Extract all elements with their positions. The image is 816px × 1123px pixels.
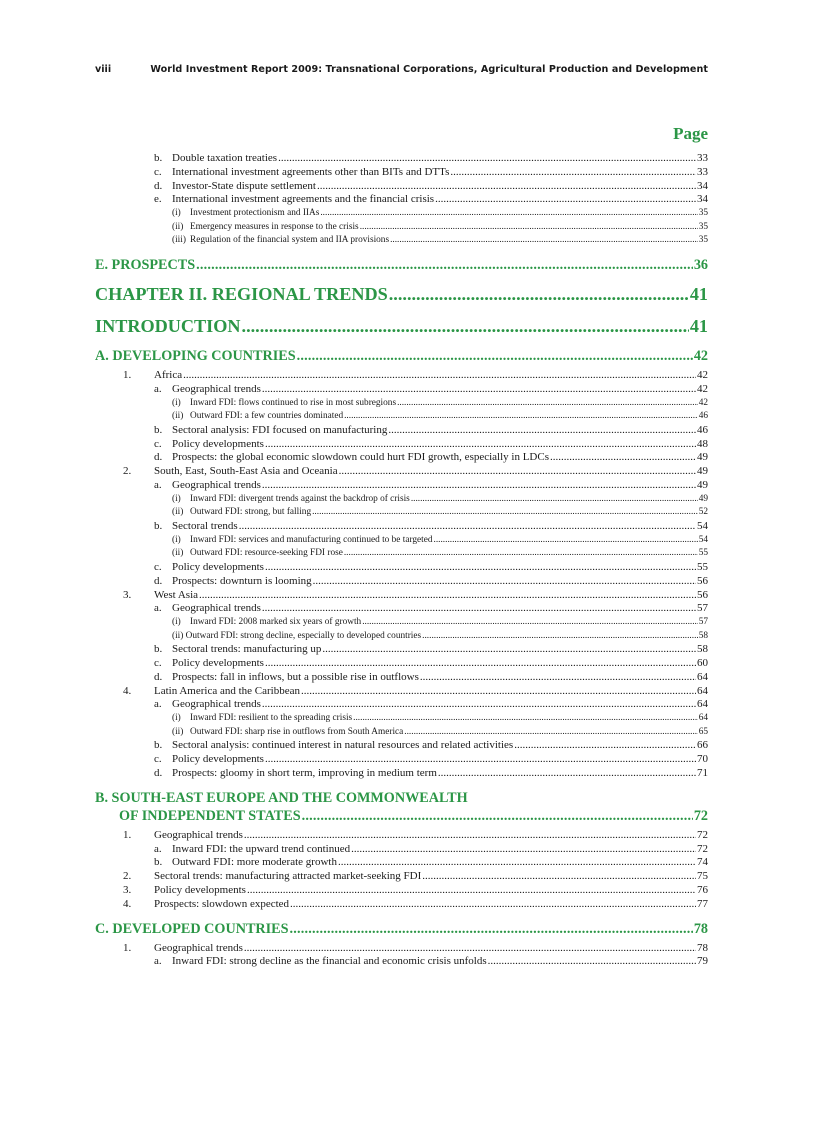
toc-page-number: 72	[693, 807, 708, 824]
toc-entry-label: Prospects: downturn is looming	[172, 574, 312, 587]
leader-dots	[338, 856, 696, 870]
toc-entry-label: Prospects: the global economic slowdown could hurt FDI growth, especially in LDCs	[172, 451, 549, 464]
toc-subsubentry	[95, 234, 708, 248]
toc-section-heading	[95, 256, 708, 274]
toc-subentry	[95, 602, 708, 616]
toc-entry-number: b.	[154, 856, 163, 869]
toc-entry-label: Geographical trends	[172, 698, 261, 711]
toc-entry-label: Outward FDI: strong, but falling	[190, 507, 312, 518]
toc-entry-number: a.	[154, 842, 162, 855]
toc-entry-label: Double taxation treaties	[172, 152, 278, 164]
toc-page-number: 54	[697, 519, 708, 532]
toc-page-number: 70	[697, 753, 708, 766]
toc-subentry	[95, 152, 708, 166]
toc-entry-label: Inward FDI: resilient to the spreading crisis	[190, 713, 353, 724]
toc-subsubentry	[95, 534, 708, 548]
toc-entry-number: 3.	[123, 588, 132, 601]
toc-page-number: 57	[698, 617, 708, 628]
toc-entry-label: South, East, South-East Asia and Oceania	[154, 465, 338, 478]
toc-page-number: 46	[697, 423, 708, 436]
toc-entry-label: Policy developments	[172, 437, 264, 450]
toc-entry-number: d.	[154, 574, 163, 587]
toc-subentry	[95, 180, 708, 194]
leader-dots	[262, 383, 696, 397]
toc-entry-label: Prospects: fall in inflows, but a possible rise in outflows	[172, 670, 419, 683]
toc-entry-number: (ii)	[172, 726, 184, 737]
toc-page-number: 56	[697, 574, 708, 587]
toc-entry-number: b.	[154, 152, 163, 164]
toc-entry-number: a.	[154, 382, 162, 395]
toc-subentry	[95, 383, 708, 397]
toc-page-number: 58	[698, 630, 708, 641]
toc-subsubentry	[95, 410, 708, 424]
toc-entry-label: West Asia	[154, 588, 199, 601]
leader-dots	[199, 589, 696, 603]
toc-entry-number: a.	[154, 955, 162, 968]
toc-entry-label: Regulation of the financial system and IIA provisions	[190, 235, 390, 246]
leader-dots	[404, 726, 697, 740]
toc-subentry	[95, 589, 708, 603]
toc-entry-label: Latin America and the Caribbean	[154, 684, 300, 697]
toc-entry-label: Investment protectionism and IIAs	[190, 208, 320, 219]
toc-entry-label: International investment agreements other than BITs and DTTs	[172, 165, 450, 178]
toc-entry-number: (ii)	[172, 507, 184, 518]
toc-page-number: 78	[693, 920, 708, 937]
toc-page-number: 58	[697, 643, 708, 656]
toc-entry-number: e.	[154, 193, 162, 206]
toc-subsubentry	[95, 712, 708, 726]
toc-subentry	[95, 698, 708, 712]
toc-entry-number: (i)	[172, 208, 181, 219]
leader-dots	[550, 451, 696, 465]
leader-dots	[360, 221, 698, 235]
toc-subentry	[95, 424, 708, 438]
toc-page-number: 78	[697, 941, 708, 954]
leader-dots	[422, 870, 696, 884]
toc-subentry	[95, 753, 708, 767]
toc-entry-number: a.	[154, 698, 162, 711]
toc-entry-label: CHAPTER II. REGIONAL TRENDS	[95, 283, 388, 304]
toc-subsubentry	[95, 547, 708, 561]
toc-entry-label: International investment agreements and the financial crisis	[172, 193, 435, 206]
toc-entry-number: c.	[154, 437, 162, 450]
leader-dots	[290, 898, 696, 912]
toc-page-number: 41	[689, 315, 708, 336]
toc-subentry	[95, 465, 708, 479]
leader-dots	[389, 283, 689, 305]
toc-entry-number: 3.	[123, 884, 132, 897]
toc-subentry	[95, 657, 708, 671]
toc-entry-number: (i)	[172, 617, 181, 628]
toc-page-number: 49	[698, 493, 708, 504]
toc-subsubentry	[95, 207, 708, 221]
toc-page-number: 42	[697, 368, 708, 381]
toc-entry-number: c.	[154, 560, 162, 573]
toc-entry-number: (iii)	[172, 235, 186, 246]
toc-entry-number: b.	[154, 739, 163, 752]
toc-entry-number: (i)	[172, 397, 181, 408]
leader-dots	[322, 643, 696, 657]
toc-page-number: 55	[698, 548, 708, 559]
toc-page-number: 77	[697, 897, 708, 910]
toc-spacer	[95, 248, 708, 256]
table-of-contents	[95, 152, 708, 969]
leader-dots	[344, 410, 698, 424]
toc-entry-label: A. DEVELOPING COUNTRIES	[95, 347, 296, 364]
toc-subentry	[95, 369, 708, 383]
leader-dots	[265, 438, 696, 452]
toc-section-heading	[95, 789, 708, 825]
toc-page-number: 64	[697, 684, 708, 697]
toc-page-number: 34	[697, 193, 708, 206]
leader-dots	[388, 424, 696, 438]
toc-entry-number: a.	[154, 602, 162, 615]
toc-subentry	[95, 942, 708, 956]
leader-dots	[265, 657, 696, 671]
toc-chapter-heading	[95, 315, 708, 337]
leader-dots	[434, 534, 698, 548]
toc-page-number: 74	[697, 856, 708, 869]
leader-dots	[301, 685, 696, 699]
toc-subentry	[95, 955, 708, 969]
leader-dots	[320, 207, 697, 221]
leader-dots	[450, 166, 696, 180]
toc-entry-number: b.	[154, 423, 163, 436]
toc-entry-label: (ii) Outward FDI: strong decline, especially to developed countries	[172, 630, 422, 641]
leader-dots	[262, 479, 696, 493]
leader-dots	[390, 234, 698, 248]
toc-spacer	[95, 274, 708, 283]
leader-dots	[302, 807, 693, 825]
toc-subentry	[95, 438, 708, 452]
toc-page-number: 49	[697, 478, 708, 491]
toc-entry-label: Policy developments	[172, 753, 264, 766]
leader-dots	[278, 152, 696, 166]
leader-dots	[435, 193, 696, 207]
running-header	[95, 64, 708, 80]
toc-spacer	[95, 912, 708, 920]
toc-page-number: 33	[697, 152, 708, 164]
toc-page-number: 41	[689, 283, 708, 304]
toc-entry-number: c.	[154, 657, 162, 670]
toc-entry-label: Sectoral analysis: FDI focused on manufacturing	[172, 423, 388, 436]
leader-dots	[290, 920, 693, 938]
leader-dots	[242, 315, 689, 337]
toc-page-number: 33	[697, 165, 708, 178]
toc-page-number: 54	[698, 534, 708, 545]
toc-page-number: 46	[698, 411, 708, 422]
toc-entry-label: Geographical trends	[154, 828, 243, 841]
leader-dots	[397, 397, 698, 411]
toc-subentry	[95, 520, 708, 534]
header-page-number: viii	[95, 64, 112, 75]
toc-page-number: 79	[697, 955, 708, 968]
toc-entry-number: c.	[154, 753, 162, 766]
toc-entry-number: a.	[154, 478, 162, 491]
leader-dots	[362, 616, 698, 630]
toc-entry-label: Geographical trends	[172, 602, 261, 615]
leader-dots	[420, 671, 696, 685]
toc-entry-label: INTRODUCTION	[95, 315, 241, 336]
toc-page-number: 34	[697, 179, 708, 192]
leader-dots	[422, 630, 698, 644]
toc-page-number: 35	[698, 208, 708, 219]
toc-page-number: 35	[698, 235, 708, 246]
toc-entry-number: d.	[154, 451, 163, 464]
toc-page-number: 55	[697, 560, 708, 573]
toc-subentry	[95, 739, 708, 753]
toc-entry-number: 1.	[123, 368, 132, 381]
toc-page-number: 72	[697, 828, 708, 841]
leader-dots	[247, 884, 696, 898]
toc-chapter-heading	[95, 283, 708, 305]
toc-section-heading	[95, 920, 708, 938]
toc-entry-number: (i)	[172, 713, 181, 724]
toc-page-number: 65	[698, 726, 708, 737]
toc-entry-label: Investor-State dispute settlement	[172, 179, 316, 192]
toc-entry-number: b.	[154, 643, 163, 656]
toc-entry-number: 2.	[123, 465, 132, 478]
toc-spacer	[95, 337, 708, 347]
toc-page-number: 60	[697, 657, 708, 670]
toc-page-number: 48	[697, 437, 708, 450]
toc-page-number: 42	[693, 347, 708, 364]
leader-dots	[411, 493, 698, 507]
toc-section-entry	[95, 807, 708, 825]
toc-entry-label: C. DEVELOPED COUNTRIES	[95, 920, 289, 937]
toc-subentry	[95, 898, 708, 912]
leader-dots	[265, 561, 696, 575]
toc-subentry	[95, 685, 708, 699]
toc-entry-label: Policy developments	[172, 560, 264, 573]
leader-dots	[239, 520, 696, 534]
toc-page-number: 42	[698, 397, 708, 408]
toc-entry-number: 2.	[123, 870, 132, 883]
toc-entry-label: Sectoral trends	[172, 519, 238, 532]
leader-dots	[244, 942, 696, 956]
leader-dots	[317, 180, 696, 194]
header-title: World Investment Report 2009: Transnational Corporations, Agricultural Production and Development	[150, 64, 708, 75]
toc-subsubentry	[95, 397, 708, 411]
toc-entry-label: Outward FDI: more moderate growth	[172, 856, 337, 869]
toc-entry-number: (ii)	[172, 221, 184, 232]
toc-entry-number: 1.	[123, 941, 132, 954]
toc-subentry	[95, 479, 708, 493]
toc-spacer	[95, 781, 708, 789]
toc-page-number: 49	[697, 465, 708, 478]
toc-page-number: 35	[698, 221, 708, 232]
toc-subsubentry	[95, 630, 708, 644]
toc-subentry	[95, 843, 708, 857]
leader-dots	[344, 547, 698, 561]
toc-subentry	[95, 870, 708, 884]
toc-entry-label: Inward FDI: 2008 marked six years of growth	[190, 617, 362, 628]
toc-entry-number: 4.	[123, 897, 132, 910]
leader-dots	[438, 767, 696, 781]
leader-dots	[196, 256, 693, 274]
toc-page-number: 75	[697, 870, 708, 883]
leader-dots	[351, 843, 696, 857]
toc-spacer	[95, 305, 708, 315]
toc-entry-number: b.	[154, 519, 163, 532]
toc-page-number: 76	[697, 884, 708, 897]
toc-subentry	[95, 561, 708, 575]
toc-entry-label: Outward FDI: a few countries dominated	[190, 411, 344, 422]
toc-entry-number: d.	[154, 767, 163, 780]
toc-entry-label: Inward FDI: divergent trends against the backdrop of crisis	[190, 493, 410, 504]
toc-page-number: 64	[697, 670, 708, 683]
toc-entry-label: Prospects: slowdown expected	[154, 897, 290, 910]
toc-entry-label: Sectoral trends: manufacturing attracted market-seeking FDI	[154, 870, 422, 883]
toc-entry-label: Geographical trends	[172, 382, 261, 395]
toc-page-number: 56	[697, 588, 708, 601]
leader-dots	[297, 347, 693, 365]
toc-entry-label: Geographical trends	[172, 478, 261, 491]
toc-page-number: 57	[697, 602, 708, 615]
leader-dots	[339, 465, 696, 479]
toc-entry-number: d.	[154, 670, 163, 683]
toc-subentry	[95, 884, 708, 898]
toc-page-number: 36	[693, 256, 708, 273]
toc-entry-label: Sectoral trends: manufacturing up	[172, 643, 322, 656]
leader-dots	[312, 506, 698, 520]
toc-subentry	[95, 671, 708, 685]
toc-entry-number: d.	[154, 179, 163, 192]
leader-dots	[262, 698, 696, 712]
toc-page-number: 72	[697, 842, 708, 855]
toc-entry-label: E. PROSPECTS	[95, 256, 196, 273]
toc-entry-label: Inward FDI: strong decline as the financial and economic crisis unfolds	[172, 955, 487, 968]
toc-entry-label: Inward FDI: the upward trend continued	[172, 842, 351, 855]
toc-page-number: 64	[697, 698, 708, 711]
toc-page-number: 71	[697, 767, 708, 780]
toc-subentry	[95, 451, 708, 465]
toc-subentry	[95, 166, 708, 180]
toc-entry-label: Sectoral analysis: continued interest in natural resources and related activities	[172, 739, 514, 752]
toc-entry-label: Policy developments	[172, 657, 264, 670]
toc-entry-number: (ii)	[172, 548, 184, 559]
toc-subsubentry	[95, 221, 708, 235]
leader-dots	[353, 712, 698, 726]
leader-dots	[514, 739, 696, 753]
toc-subentry	[95, 829, 708, 843]
toc-entry-label: Inward FDI: services and manufacturing continued to be targeted	[190, 534, 433, 545]
toc-section-label-line1: B. SOUTH-EAST EUROPE AND THE COMMONWEALTH	[95, 789, 468, 806]
leader-dots	[183, 369, 696, 383]
toc-entry-number: (i)	[172, 493, 181, 504]
toc-entry-label: Prospects: gloomy in short term, improving in medium term	[172, 767, 437, 780]
toc-page-number: 66	[697, 739, 708, 752]
toc-subentry	[95, 767, 708, 781]
toc-subentry	[95, 856, 708, 870]
leader-dots	[262, 602, 696, 616]
toc-entry-label: Inward FDI: flows continued to rise in most subregions	[190, 397, 397, 408]
toc-entry-label: Policy developments	[154, 884, 246, 897]
toc-entry-number: 4.	[123, 684, 132, 697]
leader-dots	[488, 955, 696, 969]
toc-subentry	[95, 575, 708, 589]
leader-dots	[265, 753, 696, 767]
toc-page-number: 64	[698, 713, 708, 724]
toc-subsubentry	[95, 493, 708, 507]
leader-dots	[313, 575, 696, 589]
toc-page-number: 52	[698, 507, 708, 518]
toc-section-heading	[95, 347, 708, 365]
leader-dots	[244, 829, 696, 843]
toc-subsubentry	[95, 506, 708, 520]
toc-entry-label: Outward FDI: resource-seeking FDI rose	[190, 548, 343, 559]
toc-section-label-line2: OF INDEPENDENT STATES	[119, 807, 301, 824]
toc-entry-number: (i)	[172, 534, 181, 545]
toc-entry-label: Emergency measures in response to the crisis	[190, 221, 359, 232]
toc-entry-number: c.	[154, 165, 162, 178]
toc-entry-number: (ii)	[172, 411, 184, 422]
toc-subsubentry	[95, 726, 708, 740]
toc-entry-label: Outward FDI: sharp rise in outflows from South America	[190, 726, 404, 737]
toc-page-number: 42	[697, 382, 708, 395]
toc-page-number: 49	[697, 451, 708, 464]
toc-entry-label: Geographical trends	[154, 941, 243, 954]
toc-subentry	[95, 643, 708, 657]
toc-entry-number: 1.	[123, 828, 132, 841]
toc-entry-label: Africa	[154, 368, 183, 381]
toc-subentry	[95, 193, 708, 207]
toc-subsubentry	[95, 616, 708, 630]
page-column-label: Page	[673, 124, 708, 143]
